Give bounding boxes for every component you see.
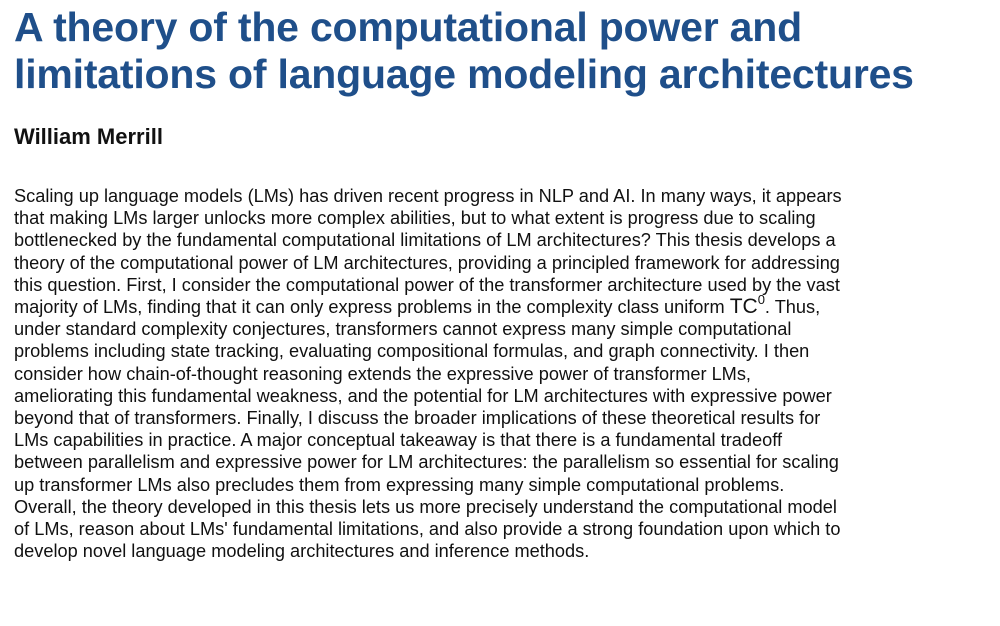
- abstract-line-with-math: [14, 292, 994, 319]
- abstract-line: consider how chain-of-thought reasoning extends the expressive power of transformer LMs,: [14, 363, 751, 384]
- abstract-line: LMs capabilities in practice. A major conceptual takeaway is that there is a fundamental tradeoff: [14, 430, 783, 451]
- abstract-line: that making LMs larger unlocks more complex abilities, but to what extent is progress due to scaling: [14, 208, 816, 229]
- abstract-line: beyond that of transformers. Finally, I discuss the broader implications of these theoretical results for: [14, 408, 821, 429]
- abstract-line: bottlenecked by the fundamental computational limitations of LM architectures? This thesis develops a: [14, 230, 836, 251]
- paper-page: [14, 0, 994, 562]
- complexity-class-symbol: [729, 292, 765, 319]
- abstract: [14, 185, 994, 562]
- abstract-line: between parallelism and expressive power for LM architectures: the parallelism so essential for scaling: [14, 452, 839, 473]
- abstract-line-text: . Thus,: [764, 297, 821, 318]
- abstract-line-text: majority of LMs, finding that it can only express problems in the complexity class uniform: [14, 297, 725, 318]
- abstract-line: develop novel language modeling architectures and inference methods.: [14, 541, 590, 562]
- abstract-line: theory of the computational power of LM architectures, providing a principled framework for addressing: [14, 252, 840, 273]
- author-name: William Merrill: [14, 124, 163, 149]
- paper-title: [14, 0, 994, 98]
- abstract-line: up transformer LMs also precludes them from expressing many simple computational problems.: [14, 474, 785, 495]
- abstract-line: problems including state tracking, evaluating compositional formulas, and graph connectivity. I then: [14, 341, 810, 362]
- abstract-line: Overall, the theory developed in this thesis lets us more precisely understand the computational model: [14, 496, 837, 517]
- paper-title-line: limitations of language modeling architectures: [14, 51, 914, 97]
- abstract-line: ameliorating this fundamental weakness, and the potential for LM architectures with expressive power: [14, 385, 832, 406]
- abstract-line: under standard complexity conjectures, transformers cannot express many simple computational: [14, 319, 792, 340]
- abstract-line: this question. First, I consider the computational power of the transformer architecture used by the vast: [14, 274, 840, 295]
- abstract-line: of LMs, reason about LMs' fundamental limitations, and also provide a strong foundation upon which to: [14, 519, 841, 540]
- complexity-class-superscript: 0: [757, 292, 765, 308]
- paper-title-line: A theory of the computational power and: [14, 4, 802, 50]
- complexity-class-base: TC: [729, 295, 758, 319]
- abstract-line: Scaling up language models (LMs) has driven recent progress in NLP and AI. In many ways, it appears: [14, 186, 842, 206]
